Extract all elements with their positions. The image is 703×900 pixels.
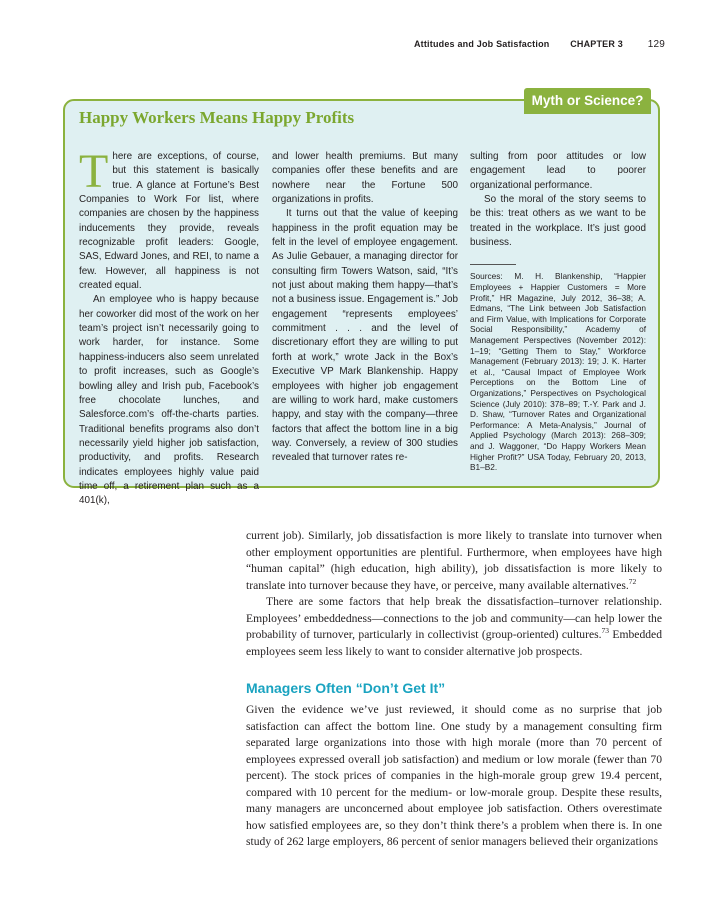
body-paragraph-2-text-b: Embedded employees seem less likely to want to consider alternative job prospects. <box>246 628 662 658</box>
sources-note: Sources: M. H. Blankenship, “Happier Employees + Happier Customers = More Profit,” HR Magazine, July 2012, 36–38; A. Edmans, “The Link between Job Satisfaction and Firm Value, with Implications for Corporate Social Responsibility,” Academy of Management Perspectives (November 2012): 1–19; “Getting Them to Stay,” Workforce Management (February 2013): 19; J. K. Harter et al., “Causal Impact of Employee Work Perceptions on the Bottom Line of Organizations,” Perspectives on Psychological Science (July 2010): 378–89; T.-Y. Park and J. D. Shaw, “Turnover Rates and Organizational Performance: A Meta-Analysis,” Journal of Applied Psychology (March 2013): 268–309; and J. Waggoner, “Do Happy Workers Mean Higher Profit?” USA Today, February 20, 2013, B1–B2. <box>470 271 646 473</box>
running-head <box>396 39 665 50</box>
section-heading: Managers Often “Don’t Get It” <box>246 680 446 696</box>
feature-col3-paragraph-2: So the moral of the story seems to be this: treat others as we want to be treated in the workplace. It’s just good business. <box>470 194 646 249</box>
endnote-ref-73: 73 <box>601 626 610 636</box>
sources-divider <box>470 264 516 265</box>
body-paragraph-2-text-a: There are some factors that help break the dissatisfaction–turnover relationship. Employees’ embeddedness—connections to the job and community—can help lower the probability of turnover, particularly in collectivist (group-oriented) cultures. <box>246 595 662 641</box>
drop-cap: T <box>79 145 109 198</box>
feature-tab-label: Myth or Science? <box>524 88 651 114</box>
chapter-label: CHAPTER 3 <box>570 39 623 49</box>
feature-column-3 <box>470 150 646 473</box>
feature-col1-paragraph-2: An employee who is happy because her coworker did most of the work on her team’s project isn’t necessarily going to work harder, for instance. Some happiness-inducers also seem unrelated to profit increases, such as Google’s bowling alley and Irish pub, Facebook’s free chocolate lunches, and Salesforce.com’s off-the-charts parties. Traditional benefits programs also don’t necessarily yield higher job satisfaction, productivity, and profits. Research indicates employees highly value paid time off, a retirement plan such as a 401(k), <box>79 294 259 507</box>
chapter-topic: Attitudes and Job Satisfaction <box>413 39 550 49</box>
body-text-top <box>246 528 662 660</box>
feature-col1-paragraph-1: here are exceptions, of course, but this statement is basically true. A glance at Fortune’s Best Companies to Work For list, where companies are chosen by the happiness inducements they provide, reveals recognizable profit leaders: Google, SAS, Edward Jones, and REI, to name a few. However, all happiness is not created equal. <box>79 151 259 292</box>
body-paragraph-3: Given the evidence we’ve just reviewed, it should come as no surprise that job satisfaction can affect the bottom line. One study by a management consulting firm separated large organizations into those with high morale (more than 70 percent of employees expressed overall job satisfaction) and medium or low morale (fewer than 70 percent). The stock prices of companies in the high-morale group grew 19.4 percent, compared with 10 percent for the medium- or low-morale group. Despite these results, many managers are unconcerned about employee job satisfaction. Others overestimate how satisfied employees are, so they don’t think there’s a problem when there is. In one study of 262 large employers, 86 percent of senior managers believed their organizations <box>246 703 662 848</box>
feature-title: Happy Workers Means Happy Profits <box>79 108 355 127</box>
body-paragraph-2 <box>246 594 662 660</box>
body-paragraph-1-text: current job). Similarly, job dissatisfaction is more likely to translate into turnover when other employment opportunities are plentiful. Furthermore, when employees have high “human capital” (high education, high ability), job dissatisfaction is more likely to translate into turnover because they have, or perceive, many available alternatives. <box>246 529 662 592</box>
feature-column-2 <box>272 150 458 466</box>
feature-col3-paragraph-1: sulting from poor attitudes or low engagement lead to poorer organizational performance. <box>470 151 646 191</box>
endnote-ref-72: 72 <box>628 576 637 586</box>
body-paragraph-1 <box>246 528 662 594</box>
feature-col2-paragraph-1: and lower health premiums. But many companies offer these benefits and are nowhere near the Fortune 500 organizations in profits. <box>272 151 458 206</box>
page-number: 129 <box>647 39 665 50</box>
body-text-bottom <box>246 702 662 851</box>
feature-col2-paragraph-2: It turns out that the value of keeping happiness in the profit equation may be felt in the level of employee engagement. As Julie Gebauer, a managing director for consulting firm Towers Watson, said, “It’s not just about making them happy—that’s not a business issue. Engagement is.” Job engagement “represents employees’ commitment . . . and the level of discretionary effort they are willing to put forth at work,” wrote Jack in the Box’s Executive VP Mark Blankenship. Happy employees with higher job engagement are willing to work hard, make customers happy, and stay with the company—three factors that affect the bottom line in a big way. Conversely, a review of 300 studies revealed that turnover rates re- <box>272 208 458 464</box>
feature-column-1 <box>79 145 259 509</box>
